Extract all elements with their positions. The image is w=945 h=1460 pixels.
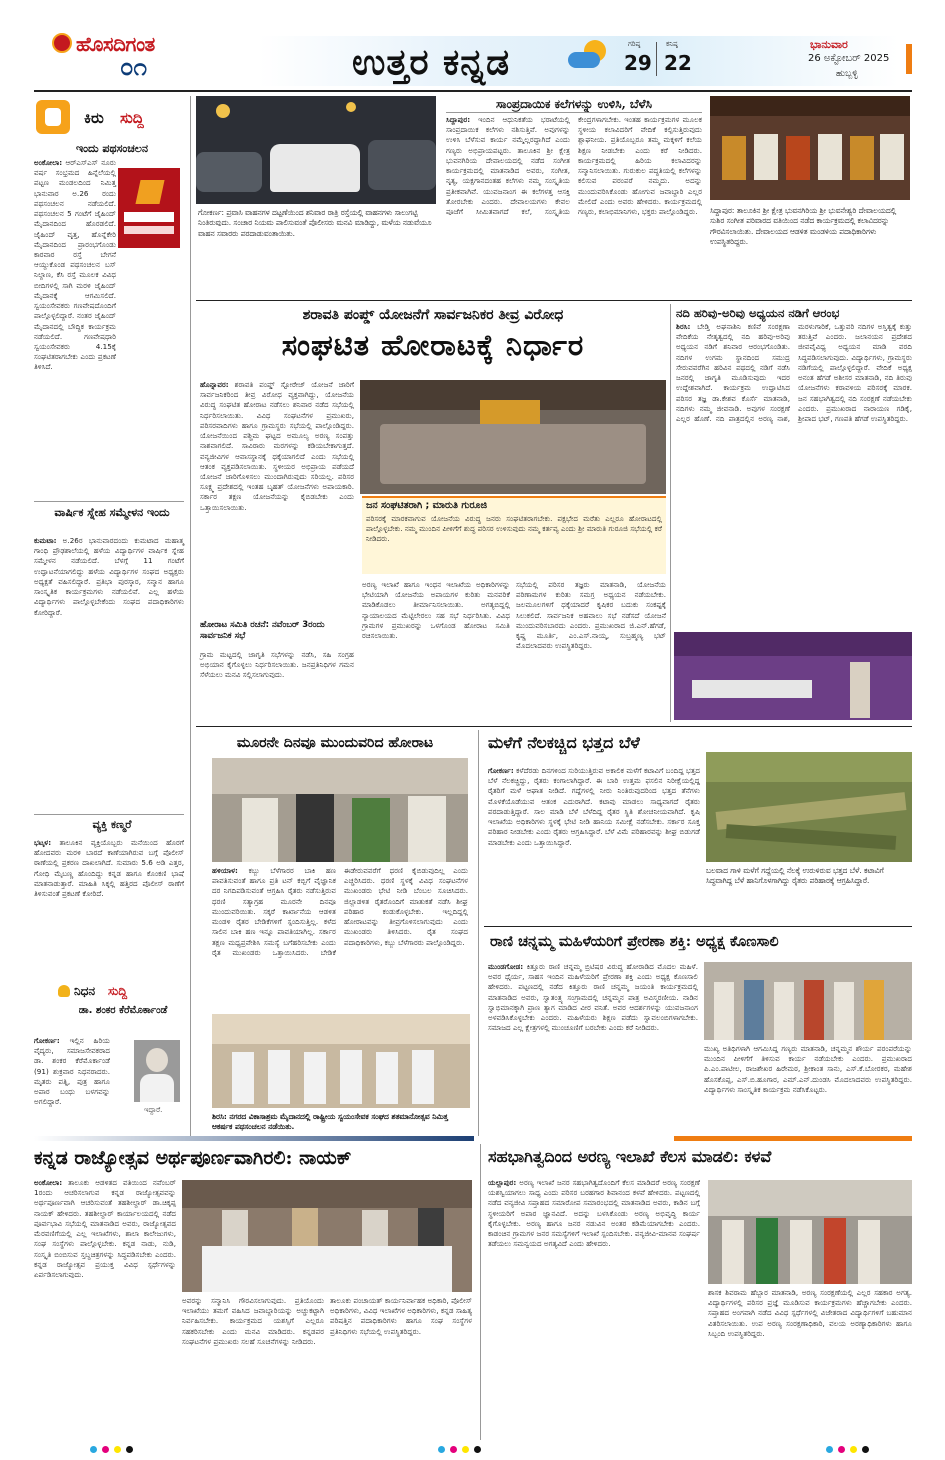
temple-event-caption: ಸಿದ್ದಾಪುರ: ತಾಲೂಕಿನ ಶ್ರೀ ಕ್ಷೇತ್ರ ಭುವನಗಿರಿಯ ಶ್ರೀ ಭುವನೇಶ್ವರಿ ದೇವಾಲಯದಲ್ಲಿ ಸುಶಿರ ಸಂಗೀತ ಪರಿವಾರದ ವತಿಯಿಂದ ನಡೆದ ಕಾರ್ಯಕ್ರಮದಲ್ಲಿ ಕಲಾವಿದರನ್ನು ಗೌರವಿಸಲಾಯಿತು. ದೇವಾಲಯದ ಆಡಳಿತ ಮಂಡಳಿಯ ಪದಾಧಿಕಾರಿಗಳು ಉಪಸ್ಥಿತರಿದ್ದರು. [710, 206, 897, 247]
registration-marks-right [826, 1446, 869, 1453]
briefs-title-a: ಕಿರು [84, 109, 104, 127]
arts-headline: ಸಾಂಪ್ರದಾಯಿಕ ಕಲೆಗಳನ್ನು ಉಳಿಸಿ, ಬೆಳೆಸಿ [496, 97, 652, 111]
march-photo [212, 1014, 470, 1108]
guruji-box-body: ಪರಿಸರಕ್ಕೆ ಮಾರಕವಾಗುವ ಯೋಜನೆಯ ವಿರುದ್ಧ ಜನರು ಸಂಘಟಿತರಾಗಬೇಕು. ಪಕ್ಷಭೇದ ಮರೆತು ಎಲ್ಲರೂ ಹೋರಾಟದಲ್ಲಿ ಪಾಲ್ಗೊಳ್ಳಬೇಕು. ನಮ್ಮ ಮುಂದಿನ ಪೀಳಿಗೆಗೆ ಶುದ್ಧ ಪರಿಸರ ಉಳಿಸುವುದು ನಮ್ಮ ಕರ್ತವ್ಯ ಎಂದು ಶ್ರೀ ಮಾರುತಿ ಗುರೂಜಿ ಸಭೆಯಲ್ಲಿ ಕರೆ ನೀಡಿದರು. [366, 514, 662, 544]
masthead [0, 0, 945, 94]
sharavathi-col3: ಸಭೆಯಲ್ಲಿ ಪರಿಸರ ತಜ್ಞರು ಮಾತನಾಡಿ, ಯೋಜನೆಯ ಪರಿಣಾಮಗಳ ಕುರಿತು ಸಮಗ್ರ ಅಧ್ಯಯನ ನಡೆಯಬೇಕು. ಜಲಮೂಲಗಳಿಗೆ ಧಕ್ಕೆಯಾದರೆ ಕೃಷಿಕರ ಬದುಕು ಸಂಕಷ್ಟಕ್ಕೆ ಸಿಲುಕಲಿದೆ. ಸಾರ್ವಜನಿಕ ಅಹವಾಲು ಸಭೆ ನಡೆಸದೆ ಯೋಜನೆ ಮುಂದುವರಿಸಬಾರದು ಎಂದರು. ಪ್ರಮುಖರಾದ ಜಿ.ಎನ್.ಹೆಗಡೆ, ಕೃಷ್ಣ ಮೂರ್ತಿ, ಎಂ.ಎಸ್.ನಾಯ್ಕ, ಸುಬ್ರಹ್ಮಣ್ಯ ಭಟ್ ಮೊದಲಾದವರು ಉಪಸ್ಥಿತರಿದ್ದರು. [516, 580, 666, 651]
brief-title: ಇಂದು ಪಥಸಂಚಲನ [75, 142, 149, 155]
paddy-field-photo [706, 752, 912, 862]
max-temp-label: ಗರಿಷ್ಠ [628, 40, 641, 48]
protest-body: ಹಳಿಯಾಳ: ಕಬ್ಬು ಬೆಳೆಗಾರರ ಬಾಕಿ ಹಣ ಪಾವತಿಸುವಂತೆ ಹಾಗೂ ಪ್ರತಿ ಟನ್ ಕಬ್ಬಿಗೆ ವೈಜ್ಞಾನಿಕ ದರ ನಿಗದಿಪಡಿಸುವಂತೆ ಆಗ್ರಹಿಸಿ ರೈತರು ನಡೆಸುತ್ತಿರುವ ಧರಣಿ ಸತ್ಯಾಗ್ರಹ ಮೂರನೇ ದಿನವೂ ಮುಂದುವರಿಯಿತು. ಸಕ್ಕರೆ ಕಾರ್ಖಾನೆಯ ಆಡಳಿತ ಮಂಡಳಿ ರೈತರ ಬೇಡಿಕೆಗಳಿಗೆ ಸ್ಪಂದಿಸುತ್ತಿಲ್ಲ. ಕಳೆದ ಸಾಲಿನ ಬಾಕಿ ಹಣ ಇನ್ನೂ ಪಾವತಿಯಾಗಿಲ್ಲ. ಸರ್ಕಾರ ತಕ್ಷಣ ಮಧ್ಯಪ್ರವೇಶಿಸಿ ಸಮಸ್ಯೆ ಬಗೆಹರಿಸಬೇಕು ಎಂದು ರೈತ ಮುಖಂಡರು ಒತ್ತಾಯಿಸಿದರು. ಬೇಡಿಕೆ ಈಡೇರುವವರೆಗೆ ಧರಣಿ ಕೈಬಿಡುವುದಿಲ್ಲ ಎಂದು ಎಚ್ಚರಿಸಿದರು. ಧರಣಿ ಸ್ಥಳಕ್ಕೆ ವಿವಿಧ ಸಂಘಟನೆಗಳ ಮುಖಂಡರು ಭೇಟಿ ನೀಡಿ ಬೆಂಬಲ ಸೂಚಿಸಿದರು. ಜಿಲ್ಲಾಡಳಿತ ರೈತರೊಂದಿಗೆ ಮಾತುಕತೆ ನಡೆಸಿ ಶೀಘ್ರ ಪರಿಹಾರ ಕಂಡುಕೊಳ್ಳಬೇಕು. ಇಲ್ಲದಿದ್ದಲ್ಲಿ ಹೋರಾಟವನ್ನು ತೀವ್ರಗೊಳಿಸಲಾಗುವುದು ಎಂದು ಮುಖಂಡರು ತಿಳಿಸಿದರು. ರೈತ ಸಂಘದ ಪದಾಧಿಕಾರಿಗಳು, ಕಬ್ಬು ಬೆಳೆಗಾರರು ಪಾಲ್ಗೊಂಡಿದ್ದರು. [212, 866, 468, 957]
rss-poster-image [118, 168, 180, 248]
min-temp: 22 [664, 51, 692, 75]
guruji-box-title: ಜನ ಸಂಘಟಿತರಾಗಿ ; ಮಾರುತಿ ಗುರೂಜಿ [366, 500, 487, 511]
brief-body: ಕುಮಟಾ: ಅ.26ರ ಭಾನುವಾರದಂದು ಕುಮಟಾದ ಮಹಾತ್ಮ ಗಾಂಧಿ ಪ್ರೌಢಶಾಲೆಯಲ್ಲಿ ಹಳೆಯ ವಿದ್ಯಾರ್ಥಿಗಳ ವಾರ್ಷಿಕ ಸ್ನೇಹ ಸಮ್ಮೇಳನ ನಡೆಯಲಿದೆ. ಬೆಳಗ್ಗೆ 11 ಗಂಟೆಗೆ ಉದ್ಘಾಟನೆಯಾಗಲಿದ್ದು ಹಳೆಯ ವಿದ್ಯಾರ್ಥಿಗಳ ಸಂಘದ ಅಧ್ಯಕ್ಷರು ಅಧ್ಯಕ್ಷತೆ ವಹಿಸಲಿದ್ದಾರೆ. ಪ್ರತಿಭಾ ಪುರಸ್ಕಾರ, ಸನ್ಮಾನ ಹಾಗೂ ಸಾಂಸ್ಕೃತಿಕ ಕಾರ್ಯಕ್ರಮಗಳು ನಡೆಯಲಿವೆ. ಎಲ್ಲ ಹಳೆಯ ವಿದ್ಯಾರ್ಥಿಗಳು ಪಾಲ್ಗೊಳ್ಳಬೇಕೆಂದು ಸಂಘದ ಪದಾಧಿಕಾರಿಗಳು ಕೋರಿದ್ದಾರೆ. [34, 536, 184, 617]
temp-divider [656, 42, 657, 76]
briefs-hand-icon [36, 100, 70, 134]
registration-marks-center [438, 1446, 481, 1453]
brief-title: ವಾರ್ಷಿಕ ಸ್ನೇಹ ಸಮ್ಮೇಳನ ಇಂದು [54, 506, 170, 519]
obituary-credit: ಇದ್ದಾರೆ. [144, 1106, 163, 1114]
forest-body: ಯಲ್ಲಾಪುರ: ಅರಣ್ಯ ಇಲಾಖೆ ಜನರ ಸಹಭಾಗಿತ್ವದೊಂದಿಗೆ ಕೆಲಸ ಮಾಡಿದರೆ ಅರಣ್ಯ ಸಂರಕ್ಷಣೆ ಯಶಸ್ವಿಯಾಗಲು ಸಾಧ್ಯ ಎಂದು ಪರಿಸರ ಬರಹಗಾರ ಶಿವಾನಂದ ಕಳವೆ ಹೇಳಿದರು. ಪಟ್ಟಣದಲ್ಲಿ ನಡೆದ ವನ್ಯಜೀವಿ ಸಪ್ತಾಹದ ಸಮಾರೋಪ ಸಮಾರಂಭದಲ್ಲಿ ಮಾತನಾಡಿದ ಅವರು, ಕಾಡಿನ ಬಗ್ಗೆ ಸ್ಥಳೀಯರಿಗೆ ಅಪಾರ ಜ್ಞಾನವಿದೆ. ಅದನ್ನು ಬಳಸಿಕೊಂಡು ಅರಣ್ಯ ಅಭಿವೃದ್ಧಿ ಕಾರ್ಯ ಕೈಗೊಳ್ಳಬೇಕು. ಅರಣ್ಯ ಹಾಗೂ ಜನರ ನಡುವಿನ ಅಂತರ ಕಡಿಮೆಯಾಗಬೇಕು ಎಂದರು. ಕಾಡಂಚಿನ ಗ್ರಾಮಗಳ ಜನರ ಸಮಸ್ಯೆಗಳಿಗೆ ಇಲಾಖೆ ಸ್ಪಂದಿಸಬೇಕು. ವನ್ಯಜೀವಿ-ಮಾನವ ಸಂಘರ್ಷ ತಡೆಯಲು ಸಮನ್ವಯದ ಅಗತ್ಯವಿದೆ ಎಂದು ಹೇಳಿದರು. [488, 1178, 700, 1249]
arts-headline-rule [446, 112, 702, 113]
issue-day: ಭಾನುವಾರ [810, 38, 848, 51]
obituary-title-b: ಸುದ್ದಿ [108, 984, 128, 998]
lamp-icon [58, 985, 70, 997]
sharavathi-col1b: ಗ್ರಾಮ ಮಟ್ಟದಲ್ಲಿ ಜಾಗೃತಿ ಸಭೆಗಳನ್ನು ನಡೆಸಿ, ಸಹಿ ಸಂಗ್ರಹ ಅಭಿಯಾನ ಕೈಗೊಳ್ಳಲು ನಿರ್ಧರಿಸಲಾಯಿತು. ಜನಪ್ರತಿನಿಧಿಗಳ ಗಮನ ಸೆಳೆಯಲು ಮನವಿ ಸಲ್ಲಿಸಲಾಗುವುದು. [200, 650, 354, 680]
paddy-body: ಗೋಕರ್ಣ: ಕಳೆದೆರಡು ದಿನಗಳಿಂದ ಸುರಿಯುತ್ತಿರುವ ಅಕಾಲಿಕ ಮಳೆಗೆ ಕಟಾವಿಗೆ ಬಂದಿದ್ದ ಭತ್ತದ ಬೆಳೆ ನೆಲಕಚ್ಚಿದ್ದು, ರೈತರು ಕಂಗಾಲಾಗಿದ್ದಾರೆ. ಈ ಬಾರಿ ಉತ್ತಮ ಫಸಲಿನ ನಿರೀಕ್ಷೆಯಲ್ಲಿದ್ದ ರೈತರಿಗೆ ಮಳೆ ಆಘಾತ ನೀಡಿದೆ. ಗದ್ದೆಗಳಲ್ಲಿ ನೀರು ನಿಂತಿರುವುದರಿಂದ ಭತ್ತದ ತೆನೆಗಳು ಮೊಳಕೆಯೊಡೆಯುವ ಆತಂಕ ಎದುರಾಗಿದೆ. ಕಟಾವು ಮಾಡಲು ಸಾಧ್ಯವಾಗದೆ ರೈತರು ಪರದಾಡುತ್ತಿದ್ದಾರೆ. ಸಾಲ ಮಾಡಿ ಬೆಳೆ ಬೆಳೆದಿದ್ದ ರೈತರ ಸ್ಥಿತಿ ಶೋಚನೀಯವಾಗಿದೆ. ಕೃಷಿ ಇಲಾಖೆಯ ಅಧಿಕಾರಿಗಳು ಸ್ಥಳಕ್ಕೆ ಭೇಟಿ ನೀಡಿ ಹಾನಿಯ ಸಮೀಕ್ಷೆ ನಡೆಸಬೇಕು. ಸರ್ಕಾರ ಸೂಕ್ತ ಪರಿಹಾರ ನೀಡಬೇಕು ಎಂದು ರೈತರು ಆಗ್ರಹಿಸಿದ್ದಾರೆ. ಬೆಳೆ ವಿಮೆ ಪರಿಹಾರವನ್ನು ಶೀಘ್ರ ಬಿಡುಗಡೆ ಮಾಡಬೇಕು ಎಂದು ಒತ್ತಾಯಿಸಿದ್ದಾರೆ. [488, 766, 700, 847]
rani-top-rule [484, 926, 912, 927]
obituary-header [34, 982, 184, 1000]
forest-headline: ಸಹಭಾಗಿತ್ವದಿಂದ ಅರಣ್ಯ ಇಲಾಖೆ ಕೆಲಸ ಮಾಡಲಿ: ಕಳವೆ [488, 1147, 772, 1166]
paddy-headline: ಮಳೆಗೆ ನೆಲಕಚ್ಚಿದ ಭತ್ತದ ಬೆಳೆ [488, 733, 640, 752]
traffic-photo [196, 96, 436, 204]
obituary-title-a: ನಿಧನ [74, 984, 96, 998]
registration-marks-left [90, 1446, 133, 1453]
obituary-name: ಡಾ. ಶಂಕರ ಕೆರೆಮೊರ್ಕಾಂಡೆ [78, 1005, 168, 1016]
logo [34, 32, 234, 81]
logo-emblem-icon [52, 33, 72, 53]
rani-body: ಮುಂಡಗೋಡ: ಕಿತ್ತೂರು ರಾಣಿ ಚನ್ನಮ್ಮ ಬ್ರಿಟಿಷರ ವಿರುದ್ಧ ಹೋರಾಡಿದ ಮೊದಲ ಮಹಿಳೆ. ಅವರ ಧೈರ್ಯ, ಸಾಹಸ ಇಂದಿನ ಮಹಿಳೆಯರಿಗೆ ಪ್ರೇರಣಾ ಶಕ್ತಿ ಎಂದು ಅಧ್ಯಕ್ಷ ಕೊಣಸಾಲಿ ಹೇಳಿದರು. ಪಟ್ಟಣದಲ್ಲಿ ನಡೆದ ಕಿತ್ತೂರು ರಾಣಿ ಚನ್ನಮ್ಮ ಜಯಂತಿ ಕಾರ್ಯಕ್ರಮದಲ್ಲಿ ಮಾತನಾಡಿದ ಅವರು, ಸ್ವಾತಂತ್ರ್ಯ ಸಂಗ್ರಾಮದಲ್ಲಿ ಚನ್ನಮ್ಮನ ಪಾತ್ರ ಅವಿಸ್ಮರಣೀಯ. ನಾಡಿನ ಸ್ವಾಭಿಮಾನಕ್ಕಾಗಿ ಪ್ರಾಣ ತ್ಯಾಗ ಮಾಡಿದ ವೀರ ವನಿತೆ. ಅವರ ಆದರ್ಶಗಳನ್ನು ಯುವಜನಾಂಗ ಅಳವಡಿಸಿಕೊಳ್ಳಬೇಕು ಎಂದರು. ಮಹಿಳೆಯರು ಶಿಕ್ಷಣ ಪಡೆದು ಸ್ವಾವಲಂಬಿಗಳಾಗಬೇಕು. ಸಮಾಜದ ಎಲ್ಲ ಕ್ಷೇತ್ರಗಳಲ್ಲಿ ಮುಂಚೂಣಿಗೆ ಬರಬೇಕು ಎಂದು ಕರೆ ನೀಡಿದರು. [488, 962, 698, 1033]
sharavathi-subhead: ಹೋರಾಟ ಸಮಿತಿ ರಚನೆ: ನವೆಂಬರ್ 3ರಂದು ಸಾರ್ವಜನಿಕ ಸಭೆ [200, 620, 325, 642]
briefs-title-b: ಸುದ್ದಿ [120, 109, 144, 127]
rani-headline: ರಾಣಿ ಚನ್ನಮ್ಮ ಮಹಿಳೆಯರಿಗೆ ಪ್ರೇರಣಾ ಶಕ್ತಿ: ಅಧ್ಯಕ್ಷ ಕೊಣಸಾಲಿ [490, 933, 779, 950]
sharavathi-kicker: ಶರಾವತಿ ಪಂಪ್ಡ್ ಯೋಜನೆಗೆ ಸಾರ್ವಜನಿಕರ ತೀವ್ರ ವಿರೋಧ [302, 307, 564, 323]
sharavathi-col1: ಹೊನ್ನಾವರ: ಶರಾವತಿ ಪಂಪ್ಡ್ ಸ್ಟೋರೇಜ್ ಯೋಜನೆ ಜಾರಿಗೆ ಸಾರ್ವಜನಿಕರಿಂದ ತೀವ್ರ ವಿರೋಧ ವ್ಯಕ್ತವಾಗಿದ್ದು, ಯೋಜನೆಯ ವಿರುದ್ಧ ಸಂಘಟಿತ ಹೋರಾಟ ನಡೆಸಲು ಶನಿವಾರ ನಡೆದ ಸಭೆಯಲ್ಲಿ ನಿರ್ಧರಿಸಲಾಯಿತು. ವಿವಿಧ ಸಂಘಟನೆಗಳ ಪ್ರಮುಖರು, ಪರಿಸರವಾದಿಗಳು ಹಾಗೂ ಗ್ರಾಮಸ್ಥರು ಸಭೆಯಲ್ಲಿ ಪಾಲ್ಗೊಂಡಿದ್ದರು. ಯೋಜನೆಯಿಂದ ಪಶ್ಚಿಮ ಘಟ್ಟದ ಅಮೂಲ್ಯ ಅರಣ್ಯ ಸಂಪತ್ತು ನಾಶವಾಗಲಿದೆ. ಸಾವಿರಾರು ಮರಗಳನ್ನು ಕಡಿಯಬೇಕಾಗುತ್ತದೆ. ವನ್ಯಜೀವಿಗಳ ಆವಾಸಸ್ಥಾನಕ್ಕೆ ಧಕ್ಕೆಯಾಗಲಿದೆ ಎಂದು ಸಭೆಯಲ್ಲಿ ಆತಂಕ ವ್ಯಕ್ತಪಡಿಸಲಾಯಿತು. ಸ್ಥಳೀಯರ ಅಭಿಪ್ರಾಯ ಪಡೆಯದೆ ಯೋಜನೆ ಜಾರಿಗೊಳಿಸಲು ಮುಂದಾಗಿರುವುದು ಸರಿಯಲ್ಲ. ಪರಿಸರ ಸೂಕ್ಷ್ಮ ಪ್ರದೇಶದಲ್ಲಿ ಇಂತಹ ಬೃಹತ್ ಯೋಜನೆಗಳು ಅಪಾಯಕಾರಿ. ಸರ್ಕಾರ ತಕ್ಷಣ ಯೋಜನೆಯನ್ನು ಕೈಬಿಡಬೇಕು ಎಂದು ಒತ್ತಾಯಿಸಲಾಯಿತು. [200, 380, 354, 512]
bottom-band-accent [34, 1136, 912, 1141]
mid-column-divider [478, 730, 479, 1136]
brief-body: ಭಟ್ಕಳ: ತಾಲೂಕಿನ ವ್ಯಕ್ತಿಯೊಬ್ಬರು ಮನೆಯಿಂದ ಹೊರಗೆ ಹೋದವರು ಮರಳಿ ಬಾರದೆ ಕಾಣೆಯಾಗಿರುವ ಬಗ್ಗೆ ಪೊಲೀಸ್ ಠಾಣೆಯಲ್ಲಿ ಪ್ರಕರಣ ದಾಖಲಾಗಿದೆ. ಸುಮಾರು 5.6 ಅಡಿ ಎತ್ತರ, ಗೋಧಿ ಮೈಬಣ್ಣ ಹೊಂದಿದ್ದು ಕನ್ನಡ ಹಾಗೂ ಕೊಂಕಣಿ ಭಾಷೆ ಮಾತನಾಡುತ್ತಾರೆ. ಮಾಹಿತಿ ಸಿಕ್ಕಲ್ಲಿ ಹತ್ತಿರದ ಪೊಲೀಸ್ ಠಾಣೆಗೆ ತಿಳಿಸುವಂತೆ ಪ್ರಕಟಣೆ ಕೋರಿದೆ. [34, 838, 184, 899]
lead-story-divider [670, 304, 671, 722]
guruji-box [362, 496, 666, 574]
sharavathi-col2: ಅರಣ್ಯ ಇಲಾಖೆ ಹಾಗೂ ಇಂಧನ ಇಲಾಖೆಯ ಅಧಿಕಾರಿಗಳನ್ನು ಭೇಟಿಯಾಗಿ ಯೋಜನೆಯ ಅಪಾಯಗಳ ಕುರಿತು ಮನವರಿಕೆ ಮಾಡಿಕೊಡಲು ತೀರ್ಮಾನಿಸಲಾಯಿತು. ಅಗತ್ಯಬಿದ್ದಲ್ಲಿ ನ್ಯಾಯಾಲಯದ ಮೆಟ್ಟಿಲೇರಲು ಸಹ ಸಭೆ ನಿರ್ಧರಿಸಿತು. ವಿವಿಧ ಗ್ರಾಮಗಳ ಪ್ರಮುಖರನ್ನು ಒಳಗೊಂಡ ಹೋರಾಟ ಸಮಿತಿ ರಚಿಸಲಾಯಿತು. [362, 580, 510, 641]
arts-body: ಸಿದ್ದಾಪುರ: ಇಂದಿನ ಆಧುನಿಕತೆಯ ಭರಾಟೆಯಲ್ಲಿ ಸಾಂಪ್ರದಾಯಿಕ ಕಲೆಗಳು ನಶಿಸುತ್ತಿವೆ. ಅವುಗಳನ್ನು ಉಳಿಸಿ ಬೆಳೆಸುವ ಕಾರ್ಯ ನಮ್ಮೆಲ್ಲರದ್ದಾಗಿದೆ ಎಂದು ಗಣ್ಯರು ಅಭಿಪ್ರಾಯಪಟ್ಟರು. ತಾಲೂಕಿನ ಶ್ರೀ ಕ್ಷೇತ್ರ ಭುವನಗಿರಿಯ ದೇವಾಲಯದಲ್ಲಿ ನಡೆದ ಸಂಗೀತ ಕಾರ್ಯಕ್ರಮದಲ್ಲಿ ಮಾತನಾಡಿದ ಅವರು, ಸಂಗೀತ, ನೃತ್ಯ, ಯಕ್ಷಗಾನದಂತಹ ಕಲೆಗಳು ನಮ್ಮ ಸಂಸ್ಕೃತಿಯ ಪ್ರತೀಕವಾಗಿವೆ. ಯುವಜನಾಂಗ ಈ ಕಲೆಗಳತ್ತ ಆಸಕ್ತಿ ತೋರಬೇಕು ಎಂದರು. ದೇವಾಲಯಗಳು ಕೇವಲ ಪೂಜೆಗೆ ಸೀಮಿತವಾಗದೆ ಕಲೆ, ಸಂಸ್ಕೃತಿಯ ಕೇಂದ್ರಗಳಾಗಬೇಕು. ಇಂತಹ ಕಾರ್ಯಕ್ರಮಗಳ ಮೂಲಕ ಸ್ಥಳೀಯ ಕಲಾವಿದರಿಗೆ ವೇದಿಕೆ ಕಲ್ಪಿಸುತ್ತಿರುವುದು ಶ್ಲಾಘನೀಯ. ಪ್ರತಿಯೊಬ್ಬರೂ ತಮ್ಮ ಮಕ್ಕಳಿಗೆ ಕಲೆಯ ಶಿಕ್ಷಣ ನೀಡಬೇಕು ಎಂದು ಕರೆ ನೀಡಿದರು. ಕಾರ್ಯಕ್ರಮದಲ್ಲಿ ಹಿರಿಯ ಕಲಾವಿದರನ್ನು ಸನ್ಮಾನಿಸಲಾಯಿತು. ಗುರುಕುಲ ಪದ್ಧತಿಯಲ್ಲಿ ಕಲೆಗಳನ್ನು ಕಲಿಸುವ ಪರಂಪರೆ ನಮ್ಮದು. ಅದನ್ನು ಮುಂದುವರಿಸಿಕೊಂಡು ಹೋಗುವ ಜವಾಬ್ದಾರಿ ಎಲ್ಲರ ಮೇಲಿದೆ ಎಂದು ಅವರು ಹೇಳಿದರು. ಕಾರ್ಯಕ್ರಮದಲ್ಲಿ ಗಣ್ಯರು, ಕಲಾಭಿಮಾನಿಗಳು, ಭಕ್ತರು ಪಾಲ್ಗೊಂಡಿದ್ದರು. [446, 115, 702, 216]
protest-photo [212, 758, 468, 862]
rani-event-photo [704, 962, 912, 1040]
paddy-photo-caption: ಬಲವಾದ ಗಾಳಿ ಮಳೆಗೆ ಗದ್ದೆಯಲ್ಲಿ ನೆಲಕ್ಕೆ ಉರುಳಿರುವ ಭತ್ತದ ಬೆಳೆ. ಕಟಾವಿಗೆ ಸಿದ್ಧವಾಗಿದ್ದ ಬೆಳೆ ಹಾನಿಗೊಳಗಾಗಿದ್ದು ರೈತರು ಪರಿಹಾರಕ್ಕೆ ಆಗ್ರಹಿಸಿದ್ದಾರೆ. [706, 866, 884, 886]
rajyotsava-col3: ತಾಲೂಕು ಪಂಚಾಯತ್ ಕಾರ್ಯನಿರ್ವಾಹಕ ಅಧಿಕಾರಿ, ಪೊಲೀಸ್ ಅಧಿಕಾರಿಗಳು, ವಿವಿಧ ಇಲಾಖೆಗಳ ಅಧಿಕಾರಿಗಳು, ಕನ್ನಡ ಸಾಹಿತ್ಯ ಪರಿಷತ್ತಿನ ಪದಾಧಿಕಾರಿಗಳು ಹಾಗೂ ಸಂಘ ಸಂಸ್ಥೆಗಳ ಪ್ರತಿನಿಧಿಗಳು ಸಭೆಯಲ್ಲಿ ಉಪಸ್ಥಿತರಿದ್ದರು. [330, 1296, 473, 1336]
mid-row-rule [196, 726, 912, 727]
logo-name: ಹೊಸದಿಗಂತ [76, 32, 155, 56]
briefs-header [34, 98, 184, 138]
max-temp: 29 [624, 51, 652, 75]
weather-icon [566, 40, 610, 74]
rajyotsava-meeting-photo [182, 1180, 472, 1292]
river-body: ಶಿರಸಿ: ಬೇಡ್ತಿ ಅಘನಾಶಿನಿ ಕಣಿವೆ ಸಂರಕ್ಷಣಾ ವೇದಿಕೆಯ ನೇತೃತ್ವದಲ್ಲಿ ನದಿ ಹರಿವು-ಅರಿವು ಅಧ್ಯಯನ ನಡಿಗೆ ಶನಿವಾರ ಆರಂಭಗೊಂಡಿತು. ನದಿಗಳ ಉಗಮ ಸ್ಥಾನದಿಂದ ಸಮುದ್ರ ಸೇರುವವರೆಗಿನ ಹರಿವಿನ ಪಥದಲ್ಲಿ ನಡಿಗೆ ನಡೆಸಿ ಜನರಲ್ಲಿ ಜಾಗೃತಿ ಮೂಡಿಸುವುದು ಇದರ ಉದ್ದೇಶವಾಗಿದೆ. ಕಾರ್ಯಕ್ರಮ ಉದ್ಘಾಟಿಸಿದ ಪರಿಸರ ತಜ್ಞ ಡಾ.ಕೇಶವ ಕೊರ್ಸೆ ಮಾತನಾಡಿ, ನದಿಗಳು ನಮ್ಮ ಜೀವನಾಡಿ. ಅವುಗಳ ಸಂರಕ್ಷಣೆ ಎಲ್ಲರ ಹೊಣೆ. ನದಿ ಪಾತ್ರದಲ್ಲಿನ ಅರಣ್ಯ ನಾಶ, ಮರಳುಗಾರಿಕೆ, ಒತ್ತುವರಿ ನದಿಗಳ ಅಸ್ತಿತ್ವಕ್ಕೆ ಕುತ್ತು ತರುತ್ತಿವೆ ಎಂದರು. ಜಲಾನಯನ ಪ್ರದೇಶದ ಜೀವವೈವಿಧ್ಯ ಅಧ್ಯಯನ ಮಾಡಿ ವರದಿ ಸಿದ್ಧಪಡಿಸಲಾಗುವುದು. ವಿದ್ಯಾರ್ಥಿಗಳು, ಗ್ರಾಮಸ್ಥರು ನಡಿಗೆಯಲ್ಲಿ ಪಾಲ್ಗೊಳ್ಳಲಿದ್ದಾರೆ. ವೇದಿಕೆ ಅಧ್ಯಕ್ಷ ಅನಂತ ಹೆಗಡೆ ಅಶೀಸರ ಮಾತನಾಡಿ, ನದಿ ತಿರುವು ಯೋಜನೆಗಳು ಕರಾವಳಿಯ ಪರಿಸರಕ್ಕೆ ಮಾರಕ. ಜನ ಸಹಭಾಗಿತ್ವದಲ್ಲಿ ನದಿ ಸಂರಕ್ಷಣೆ ನಡೆಯಬೇಕು ಎಂದರು. ಪ್ರಮುಖರಾದ ನಾರಾಯಣ ಗಡಿಕೈ, ಶ್ರೀಪಾದ ಭಟ್, ಗಣಪತಿ ಹೆಗಡೆ ಉಪಸ್ಥಿತರಿದ್ದರು. [676, 322, 912, 423]
page-number: ೦೧ [120, 52, 147, 81]
rajyotsava-col1: ಅಂಕೋಲಾ: ತಾಲೂಕು ಆಡಳಿತದ ವತಿಯಿಂದ ನವೆಂಬರ್ 1ರಂದು ಆಚರಿಸಲಾಗುವ ಕನ್ನಡ ರಾಜ್ಯೋತ್ಸವವನ್ನು ಅರ್ಥಪೂರ್ಣವಾಗಿ ಆಚರಿಸುವಂತೆ ತಹಶೀಲ್ದಾರ್ ಡಾ.ಚಿಕ್ಕಪ್ಪ ನಾಯಕ್ ಹೇಳಿದರು. ತಹಶೀಲ್ದಾರ್ ಕಾರ್ಯಾಲಯದಲ್ಲಿ ನಡೆದ ಪೂರ್ವಭಾವಿ ಸಭೆಯಲ್ಲಿ ಮಾತನಾಡಿದ ಅವರು, ರಾಜ್ಯೋತ್ಸವದ ಮೆರವಣಿಗೆಯಲ್ಲಿ ಎಲ್ಲ ಇಲಾಖೆಗಳು, ಶಾಲಾ ಕಾಲೇಜುಗಳು, ಸಂಘ ಸಂಸ್ಥೆಗಳು ಪಾಲ್ಗೊಳ್ಳಬೇಕು. ಕನ್ನಡ ನಾಡು, ನುಡಿ, ಸಂಸ್ಕೃತಿ ಬಿಂಬಿಸುವ ಸ್ತಬ್ಧಚಿತ್ರಗಳನ್ನು ಸಿದ್ಧಪಡಿಸಬೇಕು ಎಂದರು. ಕನ್ನಡ ರಾಜ್ಯೋತ್ಸವ ಪ್ರಯುಕ್ತ ವಿವಿಧ ಸ್ಪರ್ಧೆಗಳನ್ನು ಏರ್ಪಡಿಸಲಾಗುವುದು. [34, 1178, 176, 1279]
brief-body-cont [34, 286, 184, 486]
sharavathi-headline: ಸಂಘಟಿತ ಹೋರಾಟಕ್ಕೆ ನಿರ್ಧಾರ [281, 328, 585, 362]
masthead-edge-bar [906, 44, 912, 74]
rani-body2: ಮುಖ್ಯ ಅತಿಥಿಗಳಾಗಿ ಆಗಮಿಸಿದ್ದ ಗಣ್ಯರು ಮಾತನಾಡಿ, ಚನ್ನಮ್ಮನ ಶೌರ್ಯ ಪರಂಪರೆಯನ್ನು ಮುಂದಿನ ಪೀಳಿಗೆಗೆ ತಿಳಿಸುವ ಕಾರ್ಯ ನಡೆಯಬೇಕು ಎಂದರು. ಪ್ರಮುಖರಾದ ಪಿ.ಎಂ.ಪಾಟೀಲ, ರಾಜಶೇಖರ ಹಿರೇಮಠ, ಶ್ರೀಕಾಂತ ಸಾನು, ಎಸ್.ಕೆ.ಬೋರಕರ, ಮಹೇಶ ಹೊಸಕೊಪ್ಪ, ಎಸ್.ಬಿ.ಹೂಗಾರ, ಎಮ್.ಎನ್.ದುಂಡಸಿ ಮೊದಲಾದವರು ಉಪಸ್ಥಿತರಿದ್ದರು. ವಿದ್ಯಾರ್ಥಿಗಳು ಸಾಂಸ್ಕೃತಿಕ ಕಾರ್ಯಕ್ರಮ ನಡೆಸಿಕೊಟ್ಟರು. [704, 1044, 912, 1094]
protest-headline: ಮೂರನೇ ದಿನವೂ ಮುಂದುವರಿದ ಹೋರಾಟ [236, 735, 434, 751]
masthead-rule [34, 90, 912, 92]
bottom-column-divider [480, 1144, 481, 1440]
min-temp-label: ಕನಿಷ್ಠ [666, 40, 678, 48]
edition-title: ಉತ್ತರ ಕನ್ನಡ [352, 41, 511, 83]
top-row-rule [196, 300, 912, 301]
issue-city: ಹುಬ್ಬಳ್ಳಿ [836, 69, 858, 79]
obituary-portrait [134, 1040, 180, 1102]
rajyotsava-col2: ಅವರನ್ನು ಸನ್ಮಾನಿಸಿ ಗೌರವಿಸಲಾಗುವುದು. ಪ್ರತಿಯೊಂದು ಇಲಾಖೆಯು ತಮಗೆ ವಹಿಸಿದ ಜವಾಬ್ದಾರಿಯನ್ನು ಅಚ್ಚುಕಟ್ಟಾಗಿ ನಿರ್ವಹಿಸಬೇಕು. ಕಾರ್ಯಕ್ರಮದ ಯಶಸ್ಸಿಗೆ ಎಲ್ಲರೂ ಸಹಕರಿಸಬೇಕು ಎಂದು ಮನವಿ ಮಾಡಿದರು. ಕನ್ನಡಪರ ಸಂಘಟನೆಗಳ ಪ್ರಮುಖರು ಸಲಹೆ ಸೂಚನೆಗಳನ್ನು ನೀಡಿದರು. [182, 1296, 324, 1346]
brief-title: ವ್ಯಕ್ತಿ ಕಣ್ಮರೆ [92, 818, 132, 831]
temple-event-photo [710, 96, 910, 200]
briefs-column [34, 96, 184, 1134]
forest-event-photo [708, 1180, 912, 1284]
brief-rule [34, 814, 184, 815]
brief-body: ಅಂಕೋಲಾ: ಆರ್‌ಎಸ್‌ಎಸ್ ನೂರು ವರ್ಷ ಸಂಭ್ರಮದ ಹಿನ್ನೆಲೆಯಲ್ಲಿ ಪಟ್ಟಣ ಮಂಡಲದಿಂದ ನಿಮಿತ್ತ ಭಾನುವಾರ ಅ.26 ರಂದು ಪಥಸಂಚಲನ ನಡೆಯಲಿದೆ. ಪಥಸಂಚಲನ 5 ಗಂಟೆಗೆ ಜೈಹಿಂದ್ ಮೈದಾನದಿಂದ ಹೊರಡಲಿದೆ. ಜೈಹಿಂದ್ ವೃತ್ತ, ಹೊನ್ನೆಕೇರಿ ಮೈದಾನದಿಂದ ಪ್ರಾರಂಭಗೊಂಡು ಕಾರವಾರ ರಸ್ತೆ ಬೇಗನೆ ಆಯ್ದುಕೊಂಡ ಪಥಸಂಚಲನ ಬಸ್ ನಿಲ್ದಾಣ, ಕೆಸಿ ರಸ್ತೆ ಮೂಲಕ ವಿವಿಧ ಬೀದಿಗಳಲ್ಲಿ ಸಾಗಿ ಮರಳಿ ಜೈಹಿಂದ್ ಮೈದಾನಕ್ಕೆ ಆಗಮಿಸಲಿದೆ. ಸ್ವಯಂಸೇವಕರು ಗಣವೇಷದೊಂದಿಗೆ ಪಾಲ್ಗೊಳ್ಳಲಿದ್ದಾರೆ. ನಂತರ ಜೈಹಿಂದ್ ಮೈದಾನದಲ್ಲಿ ಬೌದ್ಧಿಕ ಕಾರ್ಯಕ್ರಮ ನಡೆಯಲಿದೆ. ಗಣವೇಷಧಾರಿ ಸ್ವಯಂಸೇವಕರು 4.15ಕ್ಕೆ ಸಂಘಟಿತರಾಗಬೇಕು ಎಂದು ಪ್ರಕಟಣೆ ತಿಳಿಸಿದೆ. [34, 158, 116, 372]
brief-rule [34, 501, 184, 502]
left-column-divider [190, 96, 191, 1136]
obituary-body: ಗೋಕರ್ಣ: ಇಲ್ಲಿನ ಹಿರಿಯ ವೈದ್ಯರು, ಸಮಾಜಸೇವಕರಾದ ಡಾ. ಶಂಕರ ಕೆರೆಮೊರ್ಕಾಂಡೆ (91) ಶುಕ್ರವಾರ ನಿಧನರಾದರು. ಮೃತರು ಪತ್ನಿ, ಪುತ್ರ ಹಾಗೂ ಅಪಾರ ಬಂಧು ಬಳಗವನ್ನು ಅಗಲಿದ್ದಾರೆ. [34, 1036, 110, 1107]
issue-date: 26 ಅಕ್ಟೋಬರ್ 2025 [808, 53, 890, 64]
rajyotsava-headline: ಕನ್ನಡ ರಾಜ್ಯೋತ್ಸವ ಅರ್ಥಪೂರ್ಣವಾಗಿರಲಿ: ನಾಯಕ್ [34, 1147, 352, 1169]
traffic-photo-caption: ಗೋಕರ್ಣ: ಪ್ರವಾಸಿ ವಾಹನಗಳ ದಟ್ಟಣೆಯಿಂದ ಶನಿವಾರ ರಾತ್ರಿ ರಸ್ತೆಯಲ್ಲಿ ವಾಹನಗಳು ಸಾಲುಗಟ್ಟಿ ನಿಂತಿರುವುದು. ಸಂಚಾರ ನಿಯಮ ಪಾಲಿಸುವಂತೆ ಪೊಲೀಸರು ಮನವಿ ಮಾಡಿದ್ದು, ಮಳೆಯ ನಡುವೆಯೂ ವಾಹನ ಸವಾರರು ಪರದಾಡುವಂತಾಯಿತು. [198, 208, 432, 238]
meeting-photo [360, 380, 666, 494]
river-event-photo [674, 632, 912, 720]
river-headline: ನದಿ ಹರಿವು-ಅರಿವು ಅಧ್ಯಯನ ನಡಿಗೆ ಆರಂಭ [676, 306, 840, 320]
forest-body2: ಶಾಸಕ ಶಿವರಾಮ ಹೆಬ್ಬಾರ ಮಾತನಾಡಿ, ಅರಣ್ಯ ಸಂರಕ್ಷಣೆಯಲ್ಲಿ ಎಲ್ಲರ ಸಹಕಾರ ಅಗತ್ಯ. ವಿದ್ಯಾರ್ಥಿಗಳಲ್ಲಿ ಪರಿಸರ ಪ್ರಜ್ಞೆ ಮೂಡಿಸುವ ಕಾರ್ಯಕ್ರಮಗಳು ಹೆಚ್ಚಾಗಬೇಕು ಎಂದರು. ಸಪ್ತಾಹದ ಅಂಗವಾಗಿ ನಡೆದ ವಿವಿಧ ಸ್ಪರ್ಧೆಗಳಲ್ಲಿ ವಿಜೇತರಾದ ವಿದ್ಯಾರ್ಥಿಗಳಿಗೆ ಬಹುಮಾನ ವಿತರಿಸಲಾಯಿತು. ಉಪ ಅರಣ್ಯ ಸಂರಕ್ಷಣಾಧಿಕಾರಿ, ವಲಯ ಅರಣ್ಯಾಧಿಕಾರಿಗಳು ಹಾಗೂ ಸಿಬ್ಬಂದಿ ಉಪಸ್ಥಿತರಿದ್ದರು. [708, 1288, 912, 1338]
march-photo-caption: ಶಿರಸಿ: ನಗರದ ವಿಕಾಸಾಶ್ರಮ ಮೈದಾನದಲ್ಲಿ ರಾಷ್ಟ್ರೀಯ ಸ್ವಯಂಸೇವಕ ಸಂಘದ ಶತಮಾನೋತ್ಸವ ನಿಮಿತ್ತ ಆಕರ್ಷಕ ಪಥಸಂಚಲನ ನಡೆಯಿತು. [212, 1112, 448, 1132]
